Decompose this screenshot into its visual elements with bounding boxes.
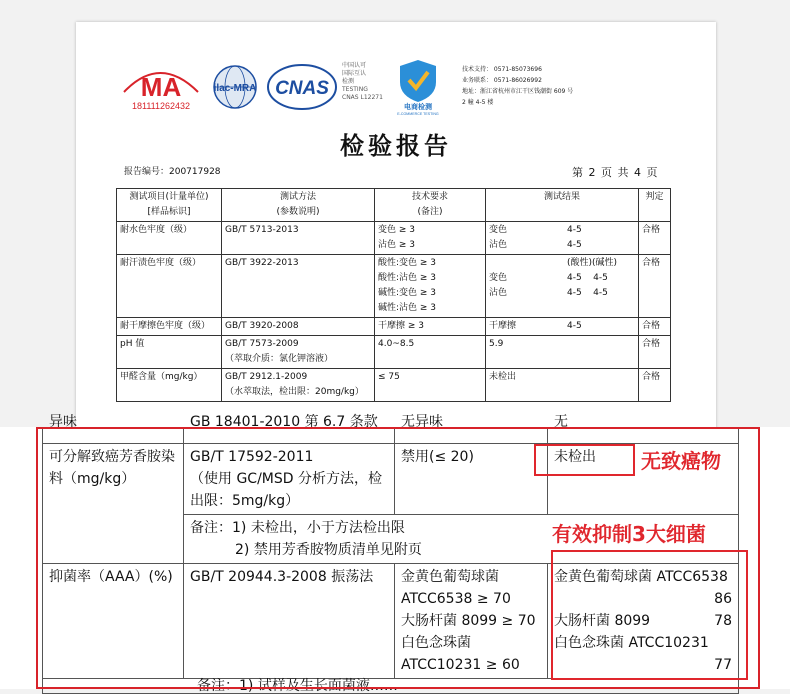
header-cell: 测试项目(计量单位) [样品标识] [117, 189, 222, 222]
cnas-caption-line: CNAS L12271 [342, 94, 383, 101]
cnas-caption [342, 62, 392, 102]
cnas-caption-line: TESTING [342, 86, 368, 93]
table-row [43, 679, 739, 694]
contact-line: 技术支持： 0571-85073696 [462, 66, 542, 73]
annotation-no-carcinogen: 无致癌物 [641, 445, 721, 474]
table-row [43, 428, 739, 444]
report-title: 检验报告 [340, 131, 452, 160]
item-cell: 抑菌率（AAA）(%) [43, 564, 184, 679]
result-cell: 金黄色葡萄球菌 ATCC6538 86 大肠杆菌 8099 78 白色念珠菌 ATCC10231 77 [548, 564, 739, 679]
page-info: 第 2 页 共 4 页 [572, 166, 659, 179]
highlight-box-not-detected [534, 444, 635, 476]
contact-line: 2 幢 4-5 楼 [462, 99, 494, 106]
method-cell: GB 18401-2010 第 6.7 条款 [184, 428, 395, 444]
contact-line: 业务联系： 0571-86026992 [462, 77, 542, 84]
method-cell: GB/T 3920-2008 [222, 318, 375, 336]
ec-logo-sub: E-COMMERCE TESTING [397, 112, 439, 116]
cma-logo-text: MA [140, 72, 182, 102]
ilac-mra-logo [208, 64, 262, 110]
cnas-caption-line: 中国认可 [342, 62, 367, 69]
item-cell: 耐干摩擦色牢度（级） [117, 318, 222, 336]
result-cell: 未检出 [548, 444, 739, 515]
highlight-box-antibacterial [551, 550, 748, 680]
verdict-cell: 合格 [639, 318, 671, 336]
result-cell: 变色 4-5 沾色 4-5 [486, 222, 639, 255]
report-number: 报告编号：200717928 [124, 167, 221, 177]
report-page [76, 22, 716, 442]
table-row [117, 255, 671, 318]
magnified-section [0, 414, 790, 694]
ec-logo-caption: 电商检测 [404, 103, 432, 111]
item-cell: 耐汗渍色牢度（级） [117, 255, 222, 318]
req-cell: 干摩擦 ≥ 3 [375, 318, 486, 336]
table-row [117, 318, 671, 336]
result-cell: 5.9 [486, 336, 639, 369]
cma-logo [120, 62, 202, 112]
header-cell: 技术要求 (备注) [375, 189, 486, 222]
cnas-logo [266, 62, 338, 112]
table-header-row [117, 189, 671, 222]
ecommerce-testing-logo [394, 56, 442, 116]
ilac-logo-text: ilac-MRA [213, 83, 257, 94]
result-cell: 干摩擦 4-5 [486, 318, 639, 336]
item-cell: 甲醛含量（mg/kg） [117, 369, 222, 402]
header-cell: 测试结果 [486, 189, 639, 222]
cnas-logo-text: CNAS [275, 78, 329, 99]
item-cell: pH 值 [117, 336, 222, 369]
method-cell: GB/T 20944.3-2008 振荡法 [184, 564, 395, 679]
header-cell: 测试方法 (参数说明) [222, 189, 375, 222]
req-cell: 变色 ≥ 3 沾色 ≥ 3 [375, 222, 486, 255]
results-table [116, 188, 671, 402]
method-cell: GB/T 3922-2013 [222, 255, 375, 318]
header-cell: 判定 [639, 189, 671, 222]
method-cell: GB/T 2912.1-2009 （水萃取法，检出限：20mg/kg） [222, 369, 375, 402]
method-cell: GB/T 7573-2009 （萃取介质：氯化钾溶液） [222, 336, 375, 369]
note-cell: 备注：1) 未检出，小于方法检出限 2) 禁用芳香胺物质清单见附页 [184, 515, 739, 564]
method-cell: GB/T 17592-2011 （使用 GC/MSD 分析方法，检出限：5mg/kg） [184, 444, 395, 515]
annotation-antibacterial: 有效抑制3大细菌 [552, 518, 706, 547]
verdict-cell: 合格 [639, 336, 671, 369]
req-cell: 无异味 [395, 428, 548, 444]
logo-bar [76, 22, 716, 117]
table-row [117, 336, 671, 369]
req-cell: 禁用(≤ 20) [395, 444, 548, 515]
req-cell: ≤ 75 [375, 369, 486, 402]
table-row [117, 369, 671, 402]
req-cell: 酸性:变色 ≥ 3 酸性:沾色 ≥ 3 碱性:变色 ≥ 3 碱性:沾色 ≥ 3 [375, 255, 486, 318]
verdict-cell: 合格 [639, 255, 671, 318]
item-cell: 异味 [43, 428, 184, 444]
method-cell: GB/T 5713-2013 [222, 222, 375, 255]
result-cell: 未检出 [486, 369, 639, 402]
cnas-caption-line: 国际互认 [342, 70, 367, 77]
cnas-caption-line: 检测 [342, 78, 355, 85]
note-cell: 备注：1) 试样及生长面菌液…… [43, 679, 739, 694]
req-cell: 金黄色葡萄球菌 ATCC6538 ≥ 70 大肠杆菌 8099 ≥ 70 白色念珠菌 ATCC10231 ≥ 60 [395, 564, 548, 679]
item-cell: 耐水色牢度（级） [117, 222, 222, 255]
contact-info [462, 64, 573, 108]
result-cell: (酸性)(碱性) 变色 4-5 4-5 沾色 4-5 4-5 [486, 255, 639, 318]
result-cell: 无 [548, 428, 739, 444]
req-cell: 4.0~8.5 [375, 336, 486, 369]
item-cell: 可分解致癌芳香胺染料（mg/kg） [43, 444, 184, 564]
verdict-cell: 合格 [639, 369, 671, 402]
verdict-cell: 合格 [639, 222, 671, 255]
cma-number: 181111262432 [131, 101, 191, 111]
table-row [117, 222, 671, 255]
contact-line: 地址：浙江省杭州市江干区钱潮街 609 号 [462, 88, 574, 95]
